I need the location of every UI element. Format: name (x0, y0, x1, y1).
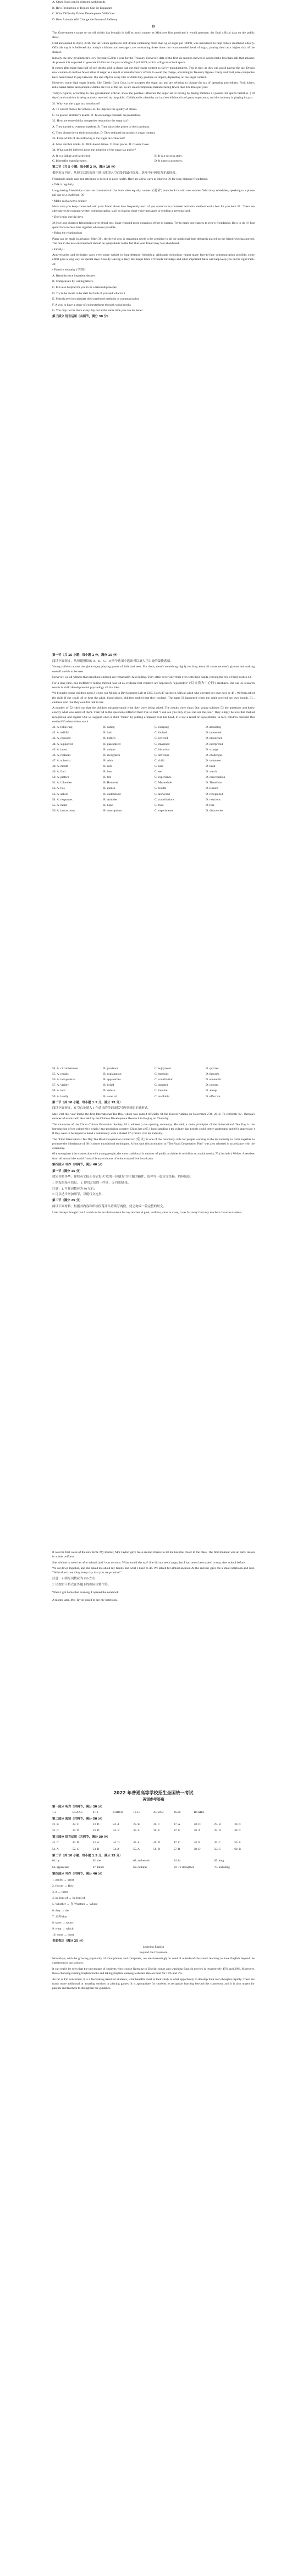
option: C. see (155, 770, 162, 774)
options-row (52, 1077, 255, 1082)
answer-cell: 21. B (52, 1822, 59, 1826)
paragraph: 注意：1. 写作词数应为 80 左右； (52, 1187, 97, 1191)
option: C. ears (155, 765, 163, 769)
paragraph: 假定你是李华，你校英文报正在征集以"我的一位朋友"为主题的稿件，请你写一篇短文投稿，内容包括： (52, 1175, 194, 1179)
option-line: B. Compensate by writing letters. (52, 280, 94, 284)
option: 53. A. asked (52, 792, 68, 796)
option: B. It is a success story. (155, 154, 183, 158)
options-row (52, 1083, 255, 1087)
answer-subtitle: 英语参考答案 (142, 1796, 164, 1801)
answer-cell: 24. A (113, 1822, 120, 1826)
paragraph: • Make each always counter (52, 199, 87, 203)
options-row (52, 803, 255, 808)
option: D. fear (206, 803, 214, 807)
answer-cell: 43. A (92, 1840, 100, 1844)
options-row (52, 759, 255, 763)
options-row (52, 764, 255, 769)
intro-options (52, 0, 255, 22)
option: D. lessons (206, 787, 218, 791)
paragraph: 38 Not long-distance friendships never dread text. Inure respond more conscious effort to sustain. Try to mark out chances to renew friendships. How to do it? Just spend face-to-face time together whenever possible. (52, 221, 255, 229)
option: B. unique (103, 748, 115, 751)
answer-sections (52, 1805, 255, 1852)
sample-title: Learning English (142, 1945, 164, 1949)
option: D. interested (206, 731, 222, 735)
answer-cell: 37. G (173, 1829, 180, 1833)
paragraph: • Finally... (52, 247, 65, 251)
question-line: 31. Why was the sugar tax introduced? (52, 102, 101, 106)
exam-page-2 (0, 651, 303, 814)
option: D. quizzes (206, 1067, 219, 1070)
question-line: A. They turned to overseas markets. B. They raised the prices of their products. (52, 125, 150, 129)
list-item: 5. Whether → 在 Whether → Where (52, 1903, 98, 1906)
section-title: 第三部分 语言运用（共两节，满分 30 分） (52, 1836, 110, 1839)
paragraph: Make sure you keep connected with your friend about how frequently each of you wants to be contacted and what method works best for you both 37 . There are alternatives to constant written communication, such as leaving short voice messages or sending a greeting card. (52, 205, 255, 213)
option: 47. A. scientist (52, 759, 71, 762)
option: 56. A. inexpensive (52, 1078, 75, 1082)
list-item: 8. sport → sports (52, 1921, 74, 1925)
paragraph: • Practice empathy ('共情') (52, 268, 86, 272)
options-row (52, 781, 255, 785)
option: D. ignores (206, 1084, 219, 1087)
fill-answers (52, 1859, 255, 1870)
option: C. answered (155, 792, 170, 796)
option: D. volunteer (206, 759, 221, 762)
answer-cell: 11-15 (133, 1810, 140, 1814)
option: D. discoveries (206, 809, 224, 812)
paragraph: The chairman of the China Culture Promotion Society 63 ( address ) the opening ceremony. He said, a main principles of the International Tea Day is the introduction of tea culture 64 ( origin ) tea-producing country. China has a 65 ( long-standing ) tea culture that people could better understand and 66 ( appreciate ) if they were to be helped to build a community with a shared 67 ( future ) for tea industry. (52, 1123, 255, 1136)
paragraph: The Government's target to cut off drinks has brought in half as much money as Ministers first predicted it would generate, the final official data on the public show. (52, 31, 255, 40)
options-row (52, 748, 255, 752)
answer-cell: 50. A (234, 1840, 241, 1844)
answer-cell: 1-5 (52, 1810, 57, 1814)
option: D. effective (206, 1094, 221, 1098)
option: 56. A. instructions (52, 809, 75, 812)
option: D. conversation (206, 776, 225, 780)
answer-cell: 22. C (72, 1822, 79, 1826)
option: D. strange (206, 748, 218, 751)
option-line: A. Reminiscence impatient desires (52, 274, 95, 278)
paragraph: We brought young children aged 2-4 into our Minds in Development Lab at USC. Each 47 sat down with an adult who covered her own eyes or 48 . We then asked the child if she could 49 or hear the adult. Surprisingly, children replied that they couldn't. The same 50 happened when the adult covered her own mouth. 51 , children said that they couldn't talk to her. (52, 692, 255, 704)
option: D. recognized (206, 792, 223, 796)
sample-subtitle: Beyond the Classroom (139, 1951, 168, 1955)
option: D. theories (206, 1073, 219, 1076)
cloze-options (52, 725, 255, 813)
option: B. ears (103, 765, 112, 769)
paragraph: I had always thought that I could not be an ideal student for my teacher. A pink, uniform, slow in class, I was far away from my teacher's favorite students. (52, 1210, 243, 1214)
option: B. bad (103, 731, 112, 735)
answer-cell: 6-10 (92, 1810, 98, 1814)
option: 44. A. supported (52, 742, 73, 746)
answer-cell: CABCB (113, 1810, 123, 1814)
option-line: B. How Production of Honors Can Be Expanded (52, 6, 113, 10)
answer-cell: 34. B (113, 1829, 120, 1833)
part-title: 第三部分 语言运用（共两节，满分 30 分） (52, 315, 110, 319)
answer-cell: 44. D (113, 1840, 120, 1844)
options-row (52, 753, 255, 758)
exam-page-4 (0, 1550, 303, 1604)
option: B. guides (103, 787, 115, 791)
option: D. attracting (206, 726, 221, 729)
option: B. recognizes (103, 753, 120, 757)
paragraph: • Talk it regularly (52, 183, 74, 187)
answer-cell: 16-20 (173, 1810, 181, 1814)
paragraph: Anniversaries and birthdays carry even more weight in long-distance friendship. Although technology might make face-to-face communication possible, some effort goes a long way on special days. Usually leaving a diary that keeps track of friends' birthdays and other important dates will help keep you on the right track. 40 (52, 253, 255, 266)
option: 54. A. responses (52, 798, 73, 801)
cloze-options (52, 1066, 255, 1099)
option: B. guaranteed (103, 742, 121, 746)
exam-page-1 (0, 0, 303, 320)
answer-cell: 29. B (214, 1822, 221, 1826)
paragraph: • Don't miss out big days (52, 215, 83, 219)
answer-cell: 49. C (214, 1840, 221, 1844)
option: 50. A. pattern (52, 776, 69, 780)
answer-row (52, 1866, 255, 1870)
paragraph: • Bring the relationships (52, 231, 82, 235)
option-line: D. Try to be aware to be alert for both of you and what to it (52, 291, 125, 295)
question-line: A. To collect money for schools. B. To improve the quality of drinks. (52, 108, 137, 112)
option: 59. A. hardly (52, 1094, 69, 1098)
list-item: 4. in front of → in front of (52, 1897, 85, 1900)
option: C. available (155, 1094, 169, 1098)
option: C. enjoyment (155, 1067, 172, 1070)
section-instruction: 根据短文内容，从短文后的选项中选出能填入空白处的最佳选项。选项中有两项为多余选项。 (52, 172, 179, 175)
option: B. test (103, 776, 112, 780)
answer-cell: 25. B (133, 1822, 140, 1826)
answer-cell: 60. B (234, 1847, 241, 1851)
paragraph: For a long time, this ineffective hiding method was 44 as evidence that children are hopelessly "egocentric" ('以自我为中心的') creatures. But our 45 research results in child developmental psychology 46 that idea. (52, 681, 255, 689)
answer-cell: 58. D (194, 1847, 201, 1851)
section-title: 书面表达（满分 25 分） (52, 1939, 85, 1943)
answer-cell: 39. D (214, 1829, 221, 1833)
paragraph: We sat down together, and she asked me about my family and what I liked to do. We talked for almost an hour. At the end she gave me a small notebook and said, "Write down one thing every day that you are proud of." (52, 1567, 255, 1575)
option: D. It upsets customers. (155, 159, 183, 163)
answer-row (52, 1859, 255, 1864)
option: 43. A. exposed (52, 737, 71, 740)
list-item: 3. it → them (52, 1890, 68, 1894)
answer-cell: BCAAC (72, 1810, 83, 1814)
list-item: 1. gently → great (52, 1878, 74, 1882)
question-line: C. They closed down their production. D. They reduced the product's sugar content. (52, 131, 156, 135)
answer-cell: 36. E (153, 1829, 160, 1833)
option: C. results (155, 787, 167, 791)
option: B. reduce (103, 1089, 115, 1093)
continuation-start: When I got home that evening, I opened the notebook. (52, 1590, 119, 1594)
option: B. belief (103, 1084, 114, 1087)
list-item: 9. what → which (52, 1927, 74, 1931)
paragraph: 2. 可以适当增加细节，以使行文连贯。 (52, 1193, 105, 1197)
option: B. understood (103, 792, 121, 796)
answer-cell: 47. C (173, 1840, 180, 1844)
section-title: 第二节（共 5 小题；每小题 2 分，满分 10 分） (52, 165, 117, 169)
answer-cell: 33. D (92, 1829, 100, 1833)
paragraph: Friendship needs care and attention to keep it in good health. Here are a few ways to improve 36 for long-distance friendships. (52, 177, 208, 181)
option: D. Therefore (206, 781, 222, 785)
answer-cell: 26. C (153, 1822, 160, 1826)
option-line: C. What Difficulty Drives Development Will Goes (52, 12, 115, 16)
paragraph: The "First International Tea Day Tea Road Cooperation Initiative" ('倡议') is one of the ceremony calls for people working in the tea industry to come together to promote the inheritance of 68 ( culture ) traditional techniques. A foot spot this promotion in "Tea Road Cooperation Plan" was also released in accordance with the ceremony. (52, 1137, 255, 1150)
option: C. Meanwhile (155, 781, 172, 785)
option: B. adult (103, 759, 113, 762)
option: B. descriptions (103, 809, 122, 812)
paragraph: She told me to meet her after school, and I was nervous. What would she say? She did not seem angry, but I had never been asked to stay after school before. (52, 1561, 246, 1565)
answer-cell: 28. D (194, 1822, 201, 1826)
paragraph: However, we all witness that preschool children are remarkably 42 at hiding. They often cover only their eyes with their hands, leaving the rest of their bodies 43 . (52, 676, 252, 679)
option: C. imagined (155, 742, 170, 746)
option: B. hear (103, 770, 113, 774)
option: C. contribution (155, 1078, 173, 1082)
option: C. limited (155, 731, 167, 735)
answer-cell: 42. B (72, 1840, 79, 1844)
paragraph: 1. 朋友的基本信息； 2. 你们之间的一件事； 3. 你的感受。 (52, 1181, 131, 1185)
answer-row (52, 1823, 255, 1827)
option: C. contributions (155, 798, 175, 801)
section-title: 第二节（满分 25 分） (52, 1199, 82, 1203)
paragraph: 69 ( strengthen ) the connection with young people, the most traditional is number of public activities is to follow on social media, 70 ( include ) Weibo. Attendees from all around the world from a library on hours of uninterrupted live broadcasts. (52, 1152, 255, 1160)
option-line: C. It is also helpful for you to be a friendship keeper. (52, 285, 118, 289)
option: 54. A. circumstances (52, 1067, 78, 1070)
answer-cell: 40. C (234, 1829, 241, 1833)
section-title: 第二节（共 10 小题；每小题 1.5 分，满分 15 分） (52, 1854, 123, 1858)
answer-cell: 70. including (214, 1866, 230, 1870)
option-line: G. You may not be there every day but at the same time you can do better (52, 309, 143, 313)
answer-cell: 64. in (173, 1859, 181, 1863)
option: B. However (103, 781, 119, 785)
section-title: 第二节（共 10 小题；每小题 1.5 分，满分 15 分） (52, 1101, 123, 1104)
answer-cell: 61. by (52, 1859, 60, 1863)
list-item: 2. flower → flow (52, 1884, 74, 1888)
paragraph: May 21st this year marks the first International Tea Day, which was named officially 61 the United Nations on November 27th, 2019. To celebrate 62 . Beihua's number of events will also held by the Chinese Development Research in Beijing on Thursday. (52, 1113, 255, 1121)
answer-cell: 69. To strengthen (173, 1866, 195, 1870)
options-row (52, 775, 255, 780)
option: 49. A. find (52, 770, 65, 774)
paragraph: Nowadays, with the growing popularity of smartphones and computers, we are increasingly in need of outside-of-classroom learning to have English beyond the classroom in our schools. (52, 1957, 255, 1965)
paragraph: A number of 52 ruled out that the children misunderstood what they were being asked. The results were clear: Our young subjects 53 the questions and knew exactly what was asked of them. Their 54 to the questions reflected their true 55 that "I can see you only if you can see me, too." They simply believe that mutual recognition and regard. Our 55 suggest when a child "hides" by putting a blanket over her head, it is not a result of egocentrism. In fact, children consider this method 56 when others use it. (52, 706, 255, 723)
answer-cell: 52. C (72, 1847, 79, 1851)
option: C. child (155, 759, 164, 762)
answer-row (52, 1848, 255, 1852)
paragraph: Initially the new government's levy forecast £520m a year for the Treasury. However, data of the first six months showed it would make less than half that amount. At present it is expected to generate £240m for the year ending in April 2019, which will go to school sports. (52, 56, 255, 64)
option: 58. A. hurt (52, 1089, 65, 1093)
answer-row (52, 1841, 255, 1845)
answer-cell: 65. long (214, 1859, 224, 1863)
option: B. hope (103, 803, 113, 807)
answer-cell: 48. B (194, 1840, 201, 1844)
option-line: D. How Animals Will Change the Future of Refinery (52, 18, 118, 21)
option: B. approaches (103, 1078, 121, 1082)
answer-cell: 66. appreciate (52, 1866, 69, 1870)
options-row (52, 154, 255, 163)
paragraph: As far as I'm concerned, it is a fascinating trend for students, what benefits most to their study is what opportunity to develop their own thoughts rapidly. There are many more additional or amazing outdoor or playing games. It is appropriate for students to recognize learning beyond the classroom, and it is also urgent for parents and teachers to strengthen the guidance. (52, 1977, 255, 1990)
question-line: 34. What can be inferred about the adoption of the sugar tax policy? (52, 148, 136, 152)
answer-cell: 31. C (52, 1829, 59, 1833)
option: 57. A. visibly (52, 1084, 69, 1087)
list-item: 10. more → most (52, 1933, 74, 1937)
answer-cell: 51. A (52, 1847, 59, 1851)
question-line: C. To protect children's health. D. To encourage research on production. (52, 113, 141, 117)
answer-cell: 38. A (194, 1829, 201, 1833)
answer-cell: 45. A (133, 1840, 140, 1844)
paragraph: Today's figures, according to one government official, show the positive influence the sugar tax is having by taking millions of pounds for sports facilities. ('18 days') and nutrition is being actively received by the public. Childhood is a healthy and active childhood is of great importance, and this industry is playing its part. (52, 91, 255, 99)
answer-cell: 46. D (153, 1840, 160, 1844)
paragraph: Plans can be made in advance. Meet 39 , the friend who is remaining needs to be sensitive to all the additional time demands placed on the friend who has moved. The one in the new environment should be sympathetic to the fact that your friend may feel abandoned. (52, 237, 255, 246)
option: C. escaping (155, 726, 169, 729)
answer-cell: 27. A (173, 1822, 180, 1826)
list-item: 6. they → the (52, 1909, 69, 1912)
options-row (52, 1072, 255, 1076)
option: C. trust (155, 803, 164, 807)
section-title: 第一节（满分 15 分） (52, 1169, 82, 1173)
option: C. methods (155, 1073, 169, 1076)
paragraph: 阅读下面材料，根据其内容和所给段落开头语续写两段，使之构成一篇完整的短文。 (52, 1205, 166, 1209)
answer-cell: 59. C (214, 1847, 221, 1851)
answer-cell: 57. B (173, 1847, 180, 1851)
option: C. experiments (155, 809, 173, 812)
options-row (52, 742, 255, 747)
option: 48. A. mouth (52, 765, 69, 769)
option: C. It benefits manufacturers. (52, 159, 87, 163)
part-title: 第四部分 写作（共两节，满分 40 分） (52, 1163, 104, 1167)
paragraph: It can really be seen that the percentage of students who choose listening to English songs and watching English movies is respectively 45% and 30%. Moreover, those choosing reading English books and taking English learning websites also account for 18% and 7%. (52, 1967, 255, 1975)
question-line: 33. From which of the following is the sugar tax collected? (52, 137, 125, 141)
option: B. dating (103, 726, 115, 729)
option: 52. A. lies (52, 787, 65, 791)
options-row (52, 731, 255, 735)
option: 46. A. replaces (52, 753, 71, 757)
answer-cell: 32. D (72, 1829, 79, 1833)
continuation-start: A month later, Mrs Taylor asked to see my notebook. (52, 1598, 118, 1602)
answer-cell (214, 1811, 234, 1815)
option-line: A. Other foods can be detected with breeds (52, 1, 106, 4)
option: B. hidden (103, 737, 115, 740)
option: C. doubted (155, 1084, 168, 1087)
option: B. attitudes (103, 798, 118, 801)
answer-cell: 62. the (92, 1859, 101, 1863)
option-line: E. Friends need to calculate their preferred methods of communication (52, 297, 140, 301)
note-line: 2. 请按如下格式在答题卡的相应位置作答。 (52, 1583, 111, 1586)
option: 42. A. skillful (52, 731, 69, 735)
option: A. It is a failure and backward. (52, 154, 91, 158)
question-line: A. Most alcohol drinks. B. Milk-based drinks. C. Fruit juices. D. Classic Coke. (52, 142, 150, 146)
answer-cell: 30. C (234, 1822, 241, 1826)
option-line: F. A way to have a sense of connectedness through social media (52, 303, 131, 307)
exam-page-3 (0, 1066, 303, 1216)
answer-cell: 67. future (92, 1866, 104, 1870)
answer-cell: ACBAC (153, 1810, 164, 1814)
option: D. reactions (206, 798, 221, 801)
answer-cell: 55. A (133, 1847, 140, 1851)
option: B. unusual (103, 1094, 117, 1098)
question-line: 32. How are some drinks companies respond to the sugar tax? (52, 119, 129, 123)
correction-list (52, 1878, 255, 1937)
options-row (52, 792, 255, 797)
option: 51. A. Likewise (52, 781, 72, 785)
answer-cell: 53. B (92, 1847, 100, 1851)
option: B. explanation (103, 1073, 122, 1076)
option: C. covered (155, 737, 168, 740)
answer-cell: 41. C (52, 1840, 59, 1844)
section-instruction: 阅读下面短文，在空白处填入 1 个适当的单词或括号内单词的正确形式。 (52, 1107, 151, 1110)
passage-label: B (152, 24, 155, 29)
option: D. untouched (206, 737, 223, 740)
answer-cell: 35. A (133, 1829, 140, 1833)
option: D. watch (206, 770, 217, 774)
option: D. interpreted (206, 742, 223, 746)
option: D. challenges (206, 753, 223, 757)
answer-cell: 23. D (92, 1822, 100, 1826)
answer-cell (234, 1811, 255, 1815)
section-title: 第一部分 听力（共两节，满分 30 分） (52, 1805, 104, 1809)
option: B. prudence (103, 1067, 119, 1070)
section-title: 第一节（共 15 小题；每小题 1 分，满分 15 分） (52, 654, 119, 657)
answer-row (52, 1811, 255, 1815)
part-title: 第四部分 写作（共两节，满分 40 分） (52, 1872, 104, 1876)
options-row (52, 736, 255, 740)
option: C. historical (155, 748, 170, 751)
paragraph: It was the first week of the new term. My teacher, Mrs Taylor, gave me a second chance to let me become closer to the class. The first moment was an early lesson in a pink uniform. (52, 1551, 255, 1559)
answer-cell: 63. addressed (133, 1859, 150, 1863)
option: C. involve (155, 1089, 168, 1093)
answer-title: 2022 年普通高等学校招生全国统一考试 (113, 1790, 194, 1795)
section-instruction: 阅读下面短文，从每题所给的 A、B、C、D 四个选项中选出可以填入空白处的最佳选项。 (52, 659, 173, 663)
option: D. economic (206, 1078, 222, 1082)
answer-row (52, 1829, 255, 1833)
list-item: 7. 去掉 that (52, 1915, 67, 1919)
answer-cell: 54. A (113, 1847, 120, 1851)
option: C. develops (155, 753, 169, 757)
answer-cell: 68. cultural (133, 1866, 147, 1870)
options-row (52, 786, 255, 791)
paragraph: It comes after more than half of soft drinks sold in shops had cut their sugar content so far by manufacturers. This is true, as they can avoid paying the tax. Drinks now contain 45 million fewer kilos of sugar as a result of manufacturers' efforts to avoid the charge, according to Treasury figures. Dairy and fruit juice companies have been forced to pay between 18p and 24p for every litre of drink they produce or import, depending on the sugar content. (52, 67, 255, 79)
note-line: 注意：1. 续写词数应为 150 左右； (52, 1577, 98, 1581)
options-row (52, 725, 255, 729)
options-row (52, 1066, 255, 1071)
answer-cell: 56. D (153, 1847, 160, 1851)
option: 55. A. belief (52, 803, 68, 807)
options-row (52, 809, 255, 813)
option: 45. A. latest (52, 748, 67, 751)
options-row (52, 1088, 255, 1093)
paragraph: First announced in April, 2016, the tax which applies to soft drinks containing more than 5g of sugar per 100ml, was introduced to help reduce childhood obesity. Officials say it is believed that today's children and teenagers are consuming three times the recommended level of sugar, putting them at a higher risk of the disease. (52, 41, 255, 54)
options-row (52, 1094, 255, 1099)
option: D. accept (206, 1089, 218, 1093)
option: D. head (206, 765, 216, 769)
paragraph: Long-lasting friendships share the characteristic that both sides equally connect ('通话') and check in with one another. With busy schedules, speaking to a phone pal can be a challenge. 36 (52, 189, 255, 197)
options-row (52, 770, 255, 774)
answer-key-page (0, 1787, 303, 1992)
section-title: 第二部分 阅读（共两节，满分 50 分） (52, 1817, 104, 1821)
answer-cell: BCABA (194, 1810, 205, 1814)
paragraph: Young children across the globe enjoy playing games of hide and seek. For them, there's something highly exciting about 41 someone else's glances and making oneself unable to be seen. (52, 665, 255, 673)
option: C. experience (155, 776, 172, 780)
option: 41. A. following (52, 726, 73, 729)
paragraph: However, some high sugar brands, like Classic Coca Cola, have accepted the sugar tax and are refusing to change the tax of operating procedures. Fruit juices, milk-based drinks and alcoholic drinks are free of the tax, as are small companies manufacturing fewer than 1m litres per year. (52, 81, 255, 90)
option: 55. A. results (52, 1073, 69, 1076)
options-row (52, 798, 255, 802)
